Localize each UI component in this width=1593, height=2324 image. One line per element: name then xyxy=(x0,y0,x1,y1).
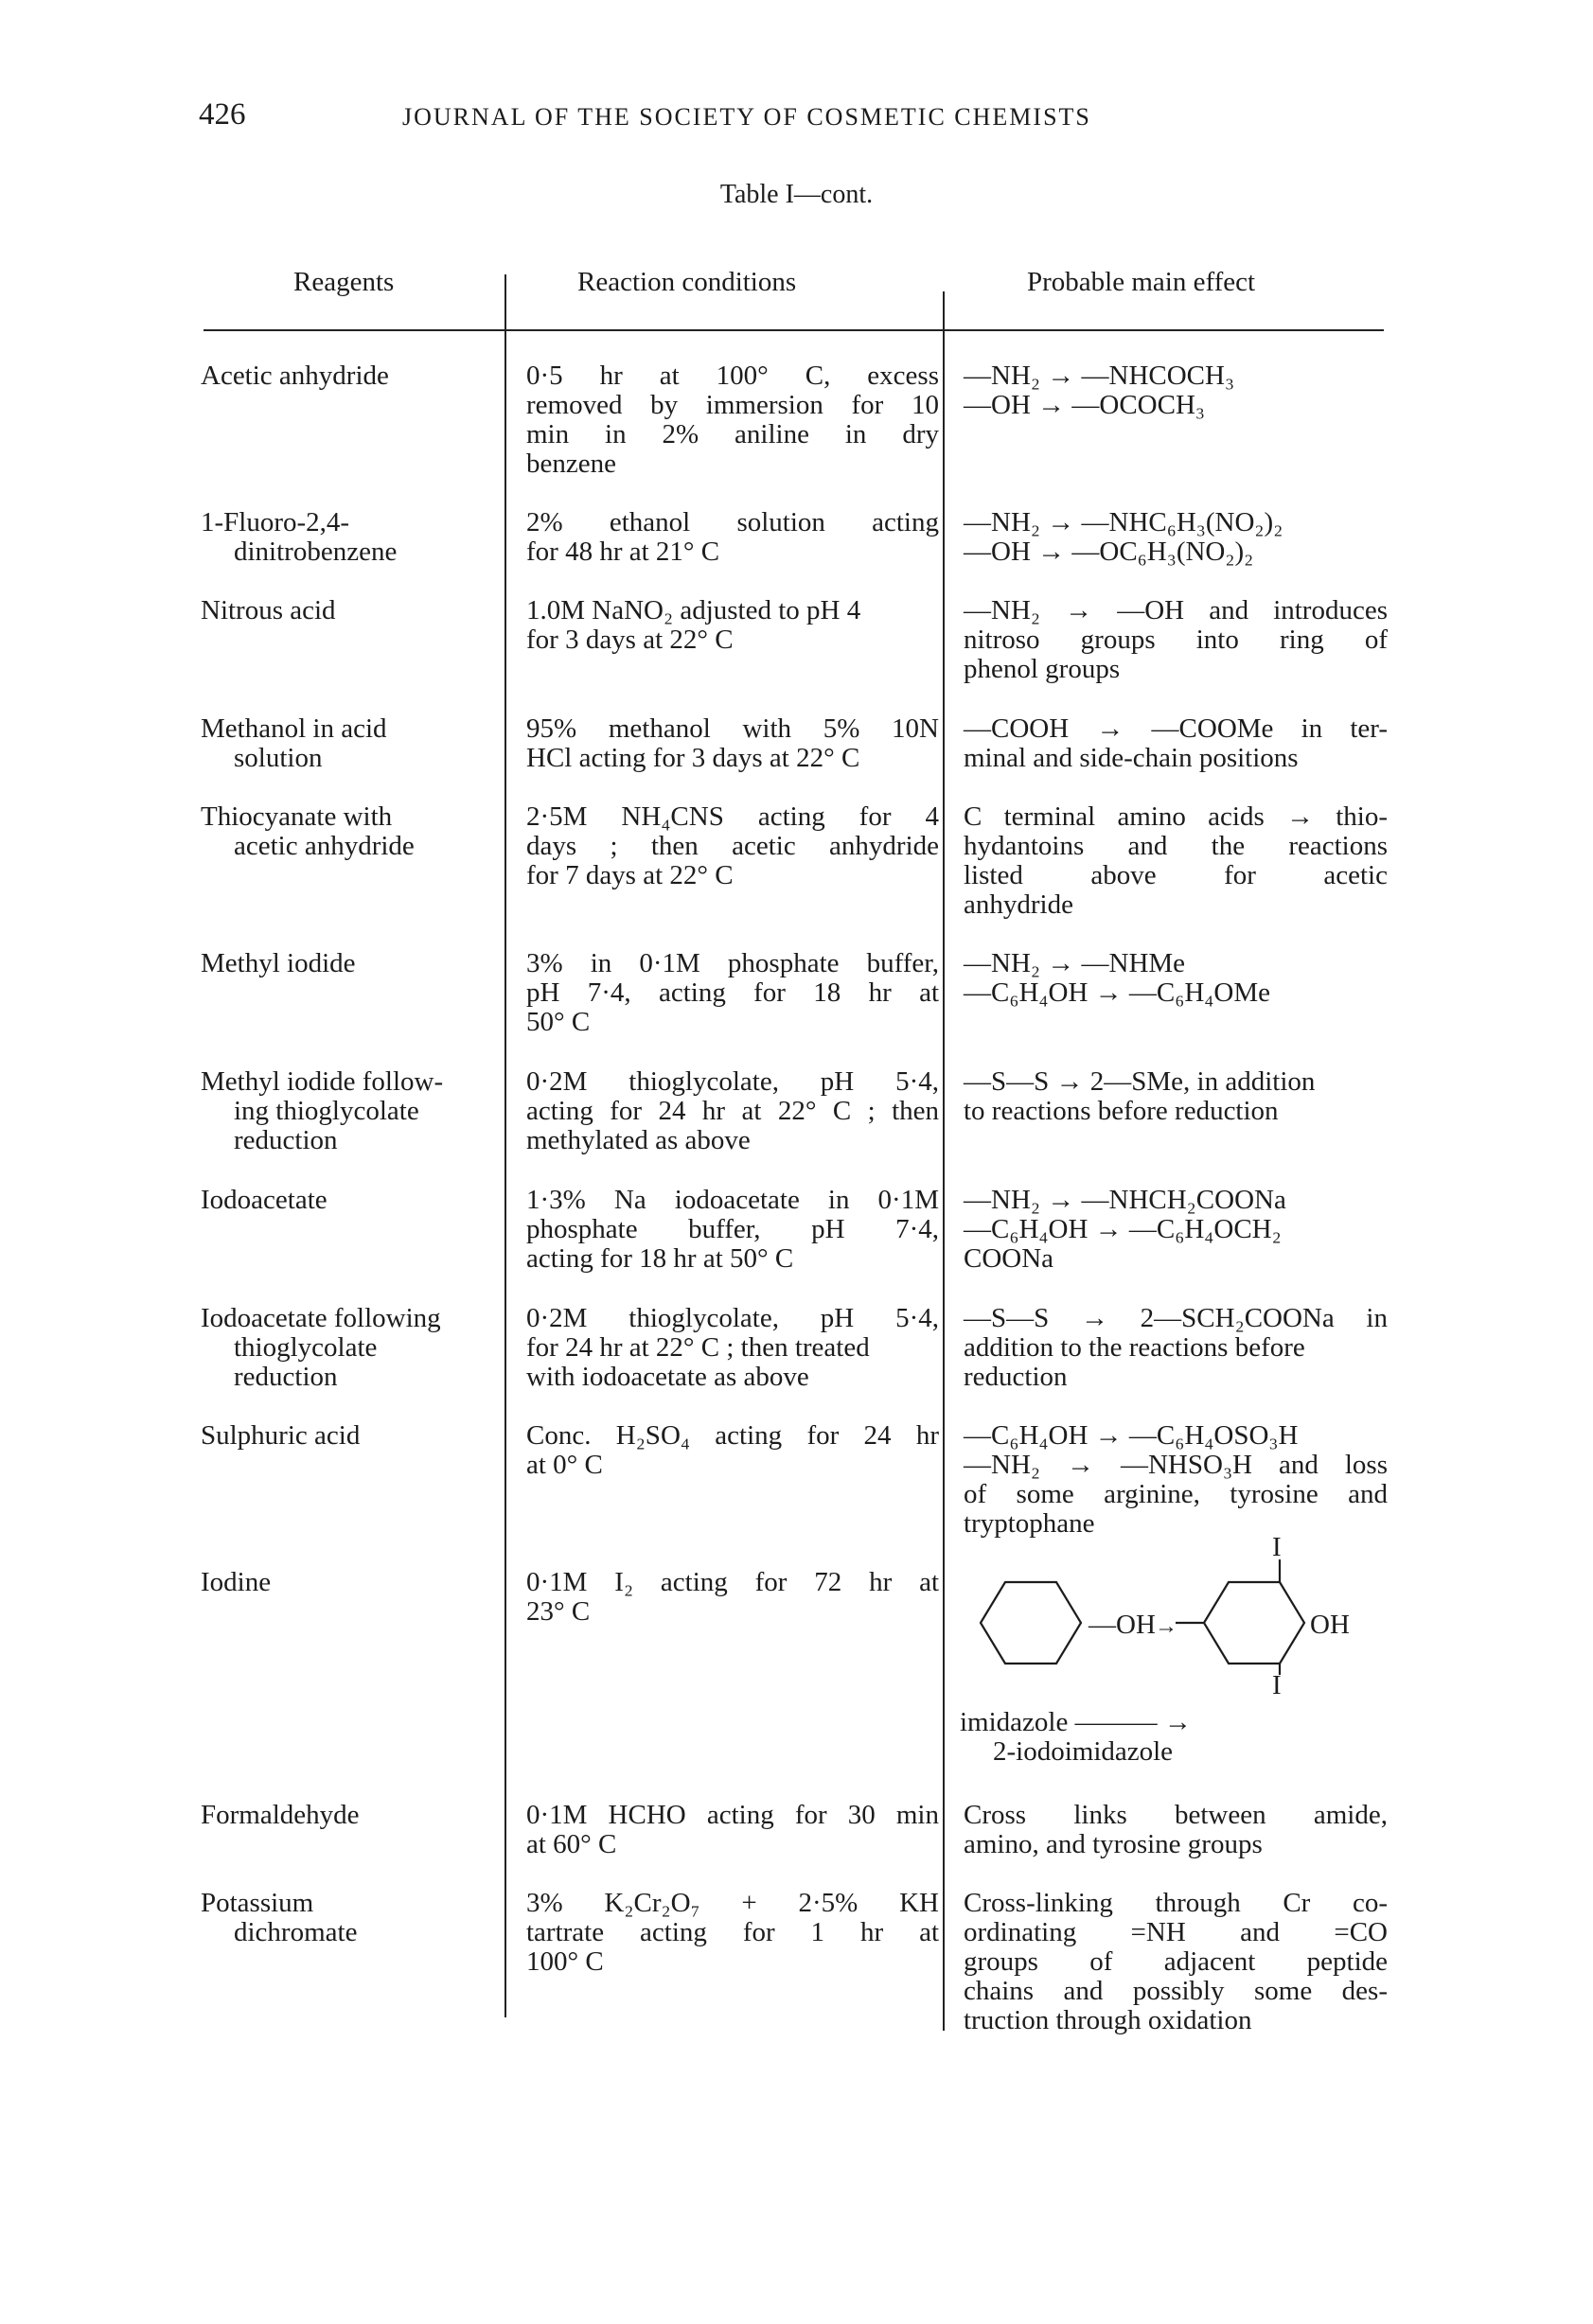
reagent-text: reduction xyxy=(234,1125,338,1155)
effect-text: of some arginine, tyrosine and xyxy=(964,1479,1388,1509)
conditions-text: days ; then acetic anhydride xyxy=(526,831,939,861)
conditions-text: at 60° C xyxy=(526,1829,617,1859)
effect-cell xyxy=(964,596,1388,684)
reagent-cell xyxy=(201,1889,504,1947)
conditions-text: 2% ethanol solution acting xyxy=(526,507,939,537)
reagent-text: Iodoacetate following xyxy=(201,1303,441,1333)
conditions-text: pH 7·4, acting for 18 hr at xyxy=(526,977,939,1008)
conditions-text: 0·2M thioglycolate, pH 5·4, xyxy=(526,1066,939,1097)
effect-text: —NH₂ → —OH and introduces xyxy=(964,595,1388,625)
table-caption: Table I—cont. xyxy=(719,180,874,209)
effect-text: —COOH → —COOMe in ter- xyxy=(964,713,1388,744)
reagent-text: Methanol in acid xyxy=(201,713,387,744)
reagent-cell xyxy=(201,1304,504,1392)
effect-text: anhydride xyxy=(964,889,1073,920)
effect-text: Cross links between amide, xyxy=(964,1800,1388,1830)
reagent-cell xyxy=(201,508,504,567)
iodophenol-ring-icon xyxy=(1204,1582,1304,1664)
conditions-cell xyxy=(526,1067,939,1155)
reagent-text: dichromate xyxy=(234,1917,358,1947)
conditions-cell xyxy=(526,1801,939,1859)
imidazole-product-text: 2-iodoimidazole xyxy=(993,1736,1174,1767)
effect-text: phenol groups xyxy=(964,654,1121,684)
effect-text: reduction xyxy=(964,1362,1068,1392)
conditions-text: for 3 days at 22° C xyxy=(526,625,734,655)
conditions-cell xyxy=(526,1304,939,1392)
reagent-text: Methyl iodide xyxy=(201,948,356,978)
reagent-text: acetic anhydride xyxy=(234,831,415,861)
effect-text: hydantoins and the reactions xyxy=(964,831,1388,861)
effect-cell xyxy=(964,1421,1388,1539)
effect-text: —NH₂ → —NHC₆H₃(NO₂)₂ xyxy=(964,507,1283,537)
effect-text: —NH₂ → —NHCOCH₃ xyxy=(964,361,1235,391)
reagent-text: 1-Fluoro-2,4- xyxy=(201,507,350,537)
conditions-text: for 24 hr at 22° C ; then treated xyxy=(526,1332,870,1363)
effect-text: C terminal amino acids → thio- xyxy=(964,801,1388,832)
conditions-text: with iodoacetate as above xyxy=(526,1362,809,1392)
reagent-cell xyxy=(201,714,504,773)
effect-cell xyxy=(964,802,1388,920)
reagent-cell xyxy=(201,802,504,861)
effect-cell xyxy=(964,949,1388,1008)
effect-cell xyxy=(964,714,1388,773)
conditions-text: for 48 hr at 21° C xyxy=(526,537,720,567)
effect-text: —NH₂ → —NHMe xyxy=(964,948,1186,978)
reagent-text: Formaldehyde xyxy=(201,1800,360,1830)
conditions-text: 95% methanol with 5% 10N xyxy=(526,713,939,744)
reagent-text: Iodine xyxy=(201,1567,272,1597)
conditions-text: 1·3% Na iodoacetate in 0·1M xyxy=(526,1185,939,1215)
reagent-text: Methyl iodide follow- xyxy=(201,1066,444,1097)
conditions-text: Conc. H₂SO₄ acting for 24 hr xyxy=(526,1420,939,1451)
conditions-text: tartrate acting for 1 hr at xyxy=(526,1917,939,1947)
column-header-reagents: Reagents xyxy=(293,267,395,297)
reagent-cell xyxy=(201,1067,504,1155)
reagent-cell xyxy=(201,949,504,978)
reagent-text: thioglycolate xyxy=(234,1332,378,1363)
effect-text: —S—S → 2—SMe, in addition xyxy=(964,1066,1316,1097)
page-header xyxy=(199,97,1382,135)
conditions-cell xyxy=(526,802,939,890)
effect-text: ordinating =NH and =CO xyxy=(964,1917,1388,1947)
journal-title: JOURNAL OF THE SOCIETY OF COSMETIC CHEMISTS xyxy=(402,103,1091,131)
reagent-text: Nitrous acid xyxy=(201,595,336,625)
effect-text: —C₆H₄OH → —C₆H₄OCH₂ xyxy=(964,1214,1282,1244)
header-underline-effect xyxy=(944,329,1384,331)
effect-cell xyxy=(964,1186,1388,1274)
reagent-cell xyxy=(201,1568,504,1597)
effect-text: groups of adjacent peptide xyxy=(964,1946,1388,1977)
conditions-text: 1.0M NaNO₂ adjusted to pH 4 xyxy=(526,595,861,625)
hydroxyl-label: OH xyxy=(1310,1610,1350,1640)
conditions-cell xyxy=(526,596,939,655)
effect-text: chains and possibly some des- xyxy=(964,1976,1388,2006)
reagent-text: Acetic anhydride xyxy=(201,361,389,391)
reaction-arrow-icon: → xyxy=(1155,1614,1177,1639)
column-divider-1 xyxy=(504,274,506,2017)
conditions-text: 0·1M I₂ acting for 72 hr at xyxy=(526,1567,939,1597)
conditions-text: 3% in 0·1M phosphate buffer, xyxy=(526,948,939,978)
conditions-cell xyxy=(526,1421,939,1480)
reagent-text: Iodoacetate xyxy=(201,1185,327,1215)
conditions-text: 0·5 hr at 100° C, excess xyxy=(526,361,939,391)
iodine-top-label: I xyxy=(1272,1533,1282,1562)
reagent-cell xyxy=(201,1186,504,1215)
conditions-text: acting for 18 hr at 50° C xyxy=(526,1243,794,1274)
effect-text: —OH → —OC₆H₃(NO₂)₂ xyxy=(964,537,1254,567)
reagent-text: Potassium xyxy=(201,1888,314,1918)
conditions-cell xyxy=(526,508,939,567)
conditions-text: 2·5M NH₄CNS acting for 4 xyxy=(526,801,939,832)
effect-text: COONa xyxy=(964,1243,1054,1274)
conditions-text: HCl acting for 3 days at 22° C xyxy=(526,743,860,773)
column-divider-2 xyxy=(943,291,945,2031)
effect-text: addition to the reactions before xyxy=(964,1332,1305,1363)
reagent-text: solution xyxy=(234,743,323,773)
effect-cell xyxy=(964,1889,1388,2035)
conditions-text: min in 2% aniline in dry xyxy=(526,419,939,449)
conditions-text: 0·1M HCHO acting for 30 min xyxy=(526,1800,939,1830)
page-number: 426 xyxy=(199,97,246,132)
effect-cell xyxy=(964,1067,1388,1126)
iodination-reaction-diagram xyxy=(960,1533,1395,1694)
conditions-text: 0·2M thioglycolate, pH 5·4, xyxy=(526,1303,939,1333)
effect-text: —NH₂ → —NHCH₂COONa xyxy=(964,1185,1286,1215)
header-underline-conditions xyxy=(505,329,943,331)
effect-cell xyxy=(964,508,1388,567)
reagent-text: ing thioglycolate xyxy=(234,1096,419,1126)
conditions-text: benzene xyxy=(526,449,616,479)
conditions-text: 100° C xyxy=(526,1946,604,1977)
reagent-text: Thiocyanate with xyxy=(201,801,393,832)
conditions-cell xyxy=(526,1889,939,1977)
effect-text: to reactions before reduction xyxy=(964,1096,1279,1126)
conditions-cell xyxy=(526,361,939,479)
conditions-text: methylated as above xyxy=(526,1125,751,1155)
effect-text: tryptophane xyxy=(964,1508,1095,1539)
effect-text: Cross-linking through Cr co- xyxy=(964,1888,1388,1918)
column-header-reaction-conditions: Reaction conditions xyxy=(577,267,797,297)
effect-cell xyxy=(964,1801,1388,1859)
conditions-text: removed by immersion for 10 xyxy=(526,390,939,420)
oh-substituent-label: —OH xyxy=(1089,1610,1156,1640)
conditions-cell xyxy=(526,1568,939,1627)
effect-text: nitroso groups into ring of xyxy=(964,625,1388,655)
iodine-bottom-label: I xyxy=(1272,1670,1282,1694)
conditions-text: for 7 days at 22° C xyxy=(526,860,734,890)
header-underline-reagents xyxy=(204,329,504,331)
conditions-text: at 0° C xyxy=(526,1450,603,1480)
conditions-cell xyxy=(526,1186,939,1274)
effect-text: —C₆H₄OH → —C₆H₄OSO₃H xyxy=(964,1420,1299,1451)
conditions-cell xyxy=(526,714,939,773)
effect-cell xyxy=(964,361,1388,420)
column-header-probable-main-effect: Probable main effect xyxy=(1027,267,1256,297)
reagent-text: Sulphuric acid xyxy=(201,1420,361,1451)
effect-text: —OH → —OCOCH₃ xyxy=(964,390,1206,420)
reagent-cell xyxy=(201,596,504,625)
effect-text: truction through oxidation xyxy=(964,2005,1252,2035)
benzene-ring-icon xyxy=(981,1582,1081,1664)
conditions-text: 3% K₂Cr₂O₇ + 2·5% KH xyxy=(526,1888,939,1918)
reagent-text: dinitrobenzene xyxy=(234,537,398,567)
effect-cell xyxy=(964,1304,1388,1392)
reagent-text: reduction xyxy=(234,1362,338,1392)
effect-text: amino, and tyrosine groups xyxy=(964,1829,1263,1859)
conditions-text: acting for 24 hr at 22° C ; then xyxy=(526,1096,939,1126)
reagent-cell xyxy=(201,1421,504,1451)
imidazole-effect xyxy=(960,1708,1386,1767)
conditions-cell xyxy=(526,949,939,1037)
reagent-cell xyxy=(201,361,504,391)
effect-text: —S—S → 2—SCH₂COONa in xyxy=(964,1303,1388,1333)
reagent-cell xyxy=(201,1801,504,1830)
effect-text: minal and side-chain positions xyxy=(964,743,1299,773)
conditions-text: 50° C xyxy=(526,1007,591,1037)
effect-text: —C₆H₄OH → —C₆H₄OMe xyxy=(964,977,1270,1008)
effect-text: —NH₂ → —NHSO₃H and loss xyxy=(964,1450,1388,1480)
conditions-text: phosphate buffer, pH 7·4, xyxy=(526,1214,939,1244)
conditions-text: 23° C xyxy=(526,1596,591,1627)
effect-text: listed above for acetic xyxy=(964,860,1388,890)
imidazole-text: imidazole ——— → xyxy=(960,1707,1192,1737)
